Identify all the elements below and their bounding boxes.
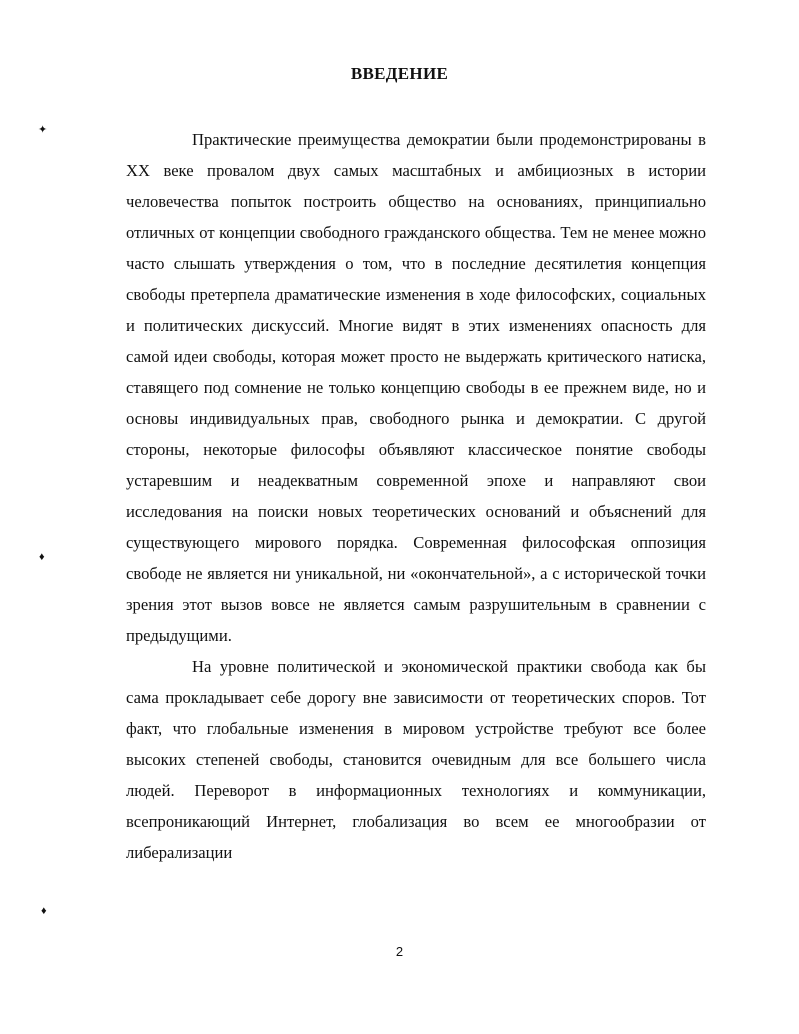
margin-mark-icon: ♦ bbox=[39, 551, 45, 563]
body-text bbox=[126, 124, 706, 868]
paragraph: На уровне политической и экономической практики свобода как бы сама прокладывает себе дорогу вне зависимости от теоретических споров. Тот факт, что глобальные изменения в мировом устройстве требуют все более высоких степеней свободы, становится очевидным для все большего числа людей. Переворот в информационных технологиях и коммуникации, всепроникающий Интернет, глобализация во всем ее многообразии от либерализации bbox=[126, 657, 706, 862]
page-number: 2 bbox=[395, 944, 404, 959]
paragraph: Практические преимущества демократии были продемонстрированы в XX веке провалом двух самых масштабных и амбициозных в истории человечества попыток построить общество на основаниях, принципиально отличных от концепции свободного гражданского общества. Тем не менее можно часто слышать утверждения о том, что в последние десятилетия концепция свободы претерпела драматические изменения в ходе философских, социальных и политических дискуссий. Многие видят в этих изменениях опасность для самой идеи свободы, которая может просто не выдержать критического натиска, ставящего под сомнение не только концепцию свободы в ее прежнем виде, но и основы индивидуальных прав, свободного рынка и демократии. С другой стороны, некоторые философы объявляют классическое понятие свободы устаревшим и неадекватным современной эпохе и направляют свои исследования на поиски новых теоретических оснований и объяснений для существующего мирового порядка. Современная философская оппозиция свободе не является ни уникальной, ни «окончательной», а с исторической точки зрения этот вызов вовсе не является самым разрушительным в сравнении с предыдущими. bbox=[126, 130, 706, 645]
margin-mark-icon: ✦ bbox=[38, 124, 48, 136]
margin-mark-icon: ♦ bbox=[41, 905, 47, 917]
page-title: ВВЕДЕНИЕ bbox=[350, 64, 449, 83]
